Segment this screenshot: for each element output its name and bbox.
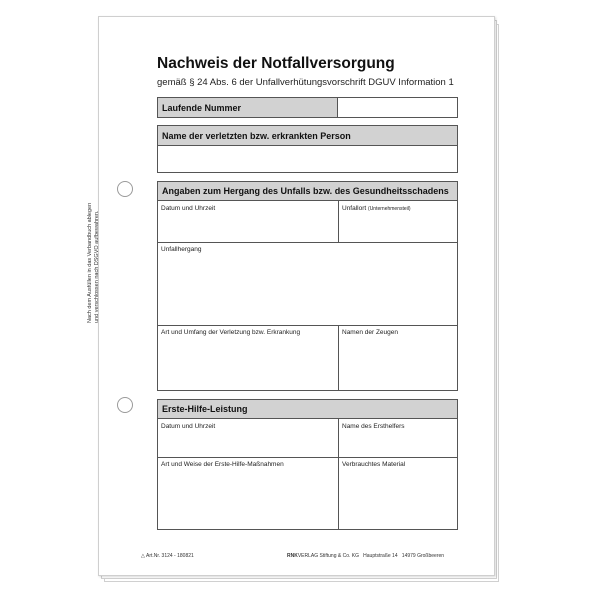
unfallort-field[interactable] [339, 202, 457, 242]
unfallhergang-field[interactable] [158, 243, 457, 325]
person-name-field[interactable] [158, 147, 457, 172]
laufende-nummer-field[interactable] [339, 98, 457, 117]
page-subtitle: gemäß § 24 Abs. 6 der Unfallverhütungsvorschrift DGUV Information 1 [157, 77, 454, 88]
zeugen-field[interactable] [339, 326, 457, 390]
material-field[interactable] [339, 458, 457, 529]
zeugen-label: Namen der Zeugen [342, 329, 399, 336]
laufende-nummer-label: Laufende Nummer [158, 98, 338, 117]
unfall-datum-label: Datum und Uhrzeit [161, 205, 216, 212]
side-note-line-2: und verschlossen nach DSGVO aufbewahren. [94, 210, 100, 323]
laufende-nummer-box [157, 97, 458, 118]
verletzung-label: Art und Umfang der Verletzung bzw. Erkrankung [161, 329, 301, 336]
publisher-name: VERLAG Stiftung & Co. KG [297, 553, 359, 559]
side-note [87, 203, 101, 323]
footer-publisher [287, 553, 444, 559]
publisher-brand: RNK [287, 553, 298, 559]
unfall-box [157, 181, 458, 391]
punch-hole [117, 397, 133, 413]
unfallort-hint: (Unternehmensteil) [368, 206, 411, 212]
erste-hilfe-datum-label: Datum und Uhrzeit [161, 423, 216, 430]
form-sheet [87, 16, 495, 576]
massnahmen-field[interactable] [158, 458, 338, 529]
ersthelfer-label: Name des Ersthelfers [342, 423, 405, 430]
side-note-line-1: Nach dem Ausfüllen in das Verbandbuch ablegen [87, 202, 93, 323]
unfall-datum-field[interactable] [158, 202, 338, 242]
publisher-street: Hauptstraße 14 [363, 553, 398, 559]
punch-hole [117, 181, 133, 197]
unfall-header: Angaben zum Hergang des Unfalls bzw. des Gesundheitsschadens [158, 182, 457, 201]
massnahmen-label: Art und Weise der Erste-Hilfe-Maßnahmen [161, 461, 284, 468]
article-number: Art.Nr. 3124 - 180821 [145, 553, 194, 559]
publisher-city: 14979 Großbeeren [401, 553, 445, 559]
person-box [157, 125, 458, 173]
erste-hilfe-box [157, 399, 458, 530]
verletzung-field[interactable] [158, 326, 338, 390]
ersthelfer-field[interactable] [339, 420, 457, 457]
material-label: Verbrauchtes Material [342, 461, 406, 468]
triangle-icon: △ [141, 553, 145, 559]
page-title: Nachweis der Notfallversorgung [157, 55, 395, 72]
erste-hilfe-header: Erste-Hilfe-Leistung [158, 400, 457, 419]
footer-article [141, 553, 194, 559]
person-header: Name der verletzten bzw. erkrankten Person [158, 126, 457, 146]
erste-hilfe-datum-field[interactable] [158, 420, 338, 457]
unfallhergang-label: Unfallhergang [161, 246, 202, 253]
unfallort-label: Unfallort [342, 205, 367, 212]
